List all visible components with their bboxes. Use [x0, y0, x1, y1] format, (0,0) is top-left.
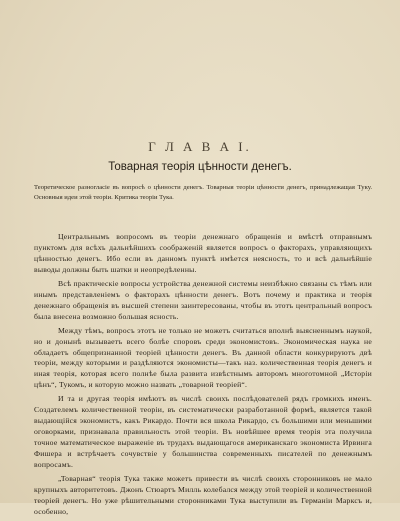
- chapter-title: Товарная теорія цѣнности денегъ.: [108, 161, 292, 173]
- paragraph: Центральнымъ вопросомъ въ теоріи денежнаго обращенія и вмѣстѣ отправнымъ пунктомъ для всѣхъ дальнѣйшихъ соображеній является вопросъ о факторахъ, управляющихъ цѣнностью денегъ. Ибо если въ данномъ пунктѣ имѣется неясность, то и всѣ дальнѣйшіе выводы должны быть шатки и неопредѣленны.: [34, 232, 372, 274]
- paragraph: Между тѣмъ, вопросъ этотъ не только не можетъ считаться вполнѣ выясненнымъ наукой, но и донынѣ вызываетъ всего болѣе споровъ среди экономистовъ. Экономическая наука не обладаетъ общепризнанной теоріей цѣнности денегъ. Въ данной области конкурируютъ двѣ теоріи, между которыми и раздѣляются экономисты—такъ наз. количественная теорія денегъ и иная теорія, которая всего полнѣе была развита извѣстнымъ авторомъ многотомной „Исторіи цѣнъ“, Тукомъ, и которую можно назвать „товарной теоріей“.: [34, 325, 372, 390]
- paragraph: Всѣ практическіе вопросы устройства денежной системы неизбѣжно связаны съ тѣмъ или инымъ представленіемъ о факторахъ цѣнности денегъ. Вотъ почему и практика и теорія денежнаго обращенія въ высшей степени заинтересованы, чтобы въ этотъ центральный вопросъ была внесена возможно большая ясность.: [34, 278, 372, 321]
- chapter-abstract: Теоретическое разногласіе въ вопросѣ о цѣнности денегъ. Товарныя теоріи цѣнности денегъ, принадлежащая Туку. Основныя идеи этой теоріи. Критика теоріи Тука.: [34, 184, 372, 201]
- body-text: [34, 232, 372, 521]
- chapter-heading: Г Л А В А І.: [148, 139, 252, 154]
- paragraph: И та и другая теорія имѣютъ въ числѣ своихъ послѣдователей рядъ громкихъ именъ. Создателемъ количественной теоріи, въ систематически разработанной формѣ, является такой выдающійся экономистъ, какъ Рикардо. Почти вся школа Рикардо, съ большими или меньшими оговорками, признавала правильность этой теоріи. Въ новѣйшее время теорія эта получила точное математическое выраженіе въ трудахъ выдающагося американскаго экономиста Ирвинга Фишера и встрѣчаетъ сочувствіе у большинства современныхъ писателей по денежнымъ воп͏росамъ.: [34, 394, 372, 470]
- paragraph: „Товарная“ теорія Тука также можетъ привести въ числѣ своихъ сторонниковъ не мало крупныхъ авторитетовъ. Джонъ Стюартъ Милль колебался между этой теоріей и количественной теоріей денегъ. Но уже рѣшительными сторонниками Тука выступили въ Германіи Марксъ и, особенно,: [34, 474, 372, 516]
